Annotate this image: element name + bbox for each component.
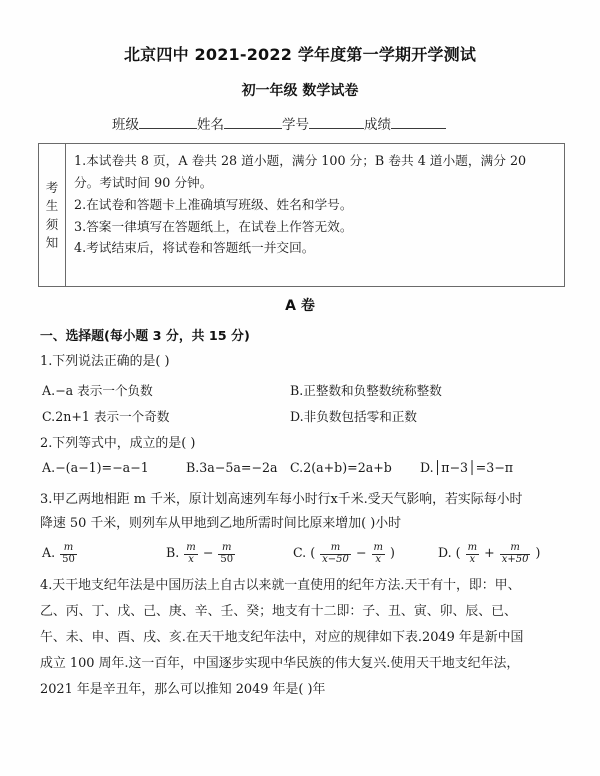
class-label: 班级 bbox=[112, 117, 139, 133]
question-1-options-row-2 bbox=[0, 406, 600, 428]
question-3-option-a[interactable] bbox=[42, 543, 78, 566]
question-4-stem-line-1: 4.天干地支纪年法是中国历法上自古以来就一直使用的纪年方法.天干有十，即：甲、 bbox=[40, 578, 521, 593]
name-label: 姓名 bbox=[197, 117, 224, 133]
question-3-stem-line-2: 降速 50 千米，则列车从甲地到乙地所需时间比原来增加( )小时 bbox=[40, 516, 402, 531]
fraction-c1 bbox=[320, 543, 351, 566]
fraction-d2-denominator: x+50 bbox=[501, 553, 529, 565]
fraction-b1-denominator: x bbox=[188, 553, 194, 565]
fraction-a1 bbox=[60, 543, 77, 566]
notice-item-1b: 分。考试时间 90 分钟。 bbox=[74, 174, 213, 190]
question-1-options-row-1 bbox=[0, 380, 600, 402]
notice-vertical-label bbox=[39, 144, 66, 286]
question-1-option-d[interactable]: D.非负数包括零和正数 bbox=[290, 409, 417, 424]
question-4-stem-line-5: 2021 年是辛丑年，那么可以推知 2049 年是( )年 bbox=[40, 682, 326, 697]
notice-label-char-2: 生 bbox=[45, 198, 59, 214]
question-3-option-b-key: B. bbox=[166, 545, 180, 560]
name-blank[interactable] bbox=[224, 115, 282, 129]
student-id-label: 学号 bbox=[282, 117, 309, 133]
paper-section-label: A 卷 bbox=[285, 298, 315, 314]
fraction-d1 bbox=[466, 543, 479, 566]
question-3-option-c[interactable] bbox=[293, 543, 395, 566]
question-3-option-d[interactable] bbox=[438, 543, 540, 566]
question-2-option-d[interactable]: D.│π−3│=3−π bbox=[420, 460, 514, 475]
question-3-option-d-suffix: ) bbox=[535, 545, 541, 560]
question-2-options-row bbox=[0, 460, 600, 482]
class-blank[interactable] bbox=[139, 115, 197, 129]
score-label: 成绩 bbox=[364, 117, 391, 133]
question-3-option-d-key: D. bbox=[438, 545, 452, 560]
question-3-option-b-operator: − bbox=[202, 545, 214, 560]
fraction-b1 bbox=[184, 543, 197, 566]
question-2-option-c[interactable]: C.2(a+b)=2a+b bbox=[290, 460, 392, 475]
fraction-b2-denominator: 50 bbox=[220, 553, 234, 565]
question-3-option-c-prefix: ( bbox=[310, 545, 316, 560]
question-2-option-b[interactable]: B.3a−5a=−2a bbox=[186, 460, 278, 475]
question-1-option-c[interactable]: C.2n+1 表示一个奇数 bbox=[42, 409, 170, 424]
question-3-option-d-prefix: ( bbox=[455, 545, 461, 560]
notice-item-4: 4.考试结束后，将试卷和答题纸一并交回。 bbox=[74, 240, 315, 256]
fraction-b2-numerator: m bbox=[218, 543, 235, 555]
notice-label-char-3: 须 bbox=[45, 216, 59, 232]
fraction-d2-numerator: m bbox=[500, 543, 531, 555]
fraction-d2 bbox=[500, 543, 531, 566]
question-3-option-b[interactable] bbox=[166, 543, 236, 566]
question-4-stem-line-4: 成立 100 周年.这一百年，中国逐步实现中华民族的伟大复兴.使用天干地支纪年法， bbox=[40, 656, 520, 671]
page-subtitle: 初一年级 数学试卷 bbox=[241, 83, 359, 99]
fraction-b2 bbox=[218, 543, 235, 566]
notice-label-char-1: 考 bbox=[45, 180, 59, 196]
student-info-line bbox=[112, 113, 512, 133]
question-2-stem: 2.下列等式中，成立的是( ) bbox=[40, 436, 196, 451]
question-4-stem-line-2: 乙、丙、丁、戊、己、庚、辛、壬、癸；地支有十二即：子、丑、寅、卯、辰、已、 bbox=[40, 604, 517, 619]
fraction-a1-denominator: 50 bbox=[62, 553, 75, 565]
question-3-option-d-operator: + bbox=[484, 545, 495, 560]
question-4-stem-line-3: 午、未、申、酉、戌、亥.在天干地支纪年法中，对应的规律如下表.2049 年是新中国 bbox=[40, 630, 524, 645]
notice-items bbox=[66, 144, 564, 286]
question-3-options-row bbox=[0, 543, 600, 569]
question-1-option-b[interactable]: B.正整数和负整数统称整数 bbox=[290, 383, 442, 398]
question-1-stem: 1.下列说法正确的是( ) bbox=[40, 354, 170, 369]
student-id-blank[interactable] bbox=[309, 115, 364, 129]
fraction-d1-numerator: m bbox=[467, 542, 478, 553]
notice-item-3: 3.答案一律填写在答题纸上，在试卷上作答无效。 bbox=[74, 218, 353, 234]
question-2-option-a[interactable]: A.−(a−1)=−a−1 bbox=[42, 460, 149, 475]
question-3-option-c-operator: − bbox=[355, 545, 367, 560]
fraction-b1-numerator: m bbox=[186, 542, 196, 553]
question-3-stem-line-1: 3.甲乙两地相距 m 千米，原计划高速列车每小时行x千米.受天气影响，若实际每小时 bbox=[40, 492, 523, 507]
notice-item-1a: 1.本试卷共 8 页，A 卷共 28 道小题，满分 100 分；B 卷共 4 道小题，满分 20 bbox=[74, 153, 527, 168]
fraction-c2 bbox=[372, 543, 385, 566]
fraction-c1-denominator: x−50 bbox=[322, 553, 349, 565]
fraction-d1-denominator: x bbox=[469, 553, 476, 565]
notice-label-char-4: 知 bbox=[45, 234, 59, 250]
fraction-c1-numerator: m bbox=[320, 543, 351, 555]
question-1-option-a[interactable]: A.−a 表示一个负数 bbox=[42, 383, 153, 398]
part-heading-multiple-choice: 一、选择题(每小题 3 分，共 15 分) bbox=[40, 329, 250, 344]
fraction-a1-numerator: m bbox=[60, 543, 77, 555]
candidate-notice-box bbox=[38, 143, 565, 287]
score-blank[interactable] bbox=[391, 115, 446, 129]
fraction-c2-numerator: m bbox=[373, 542, 383, 553]
page-title: 北京四中 2021-2022 学年度第一学期开学测试 bbox=[123, 45, 477, 64]
fraction-c2-denominator: x bbox=[375, 553, 382, 565]
question-3-option-a-key: A. bbox=[42, 545, 56, 560]
question-3-option-c-key: C. bbox=[293, 545, 307, 560]
notice-item-2: 2.在试卷和答题卡上准确填写班级、姓名和学号。 bbox=[74, 196, 353, 212]
question-3-option-c-suffix: ) bbox=[390, 545, 395, 560]
